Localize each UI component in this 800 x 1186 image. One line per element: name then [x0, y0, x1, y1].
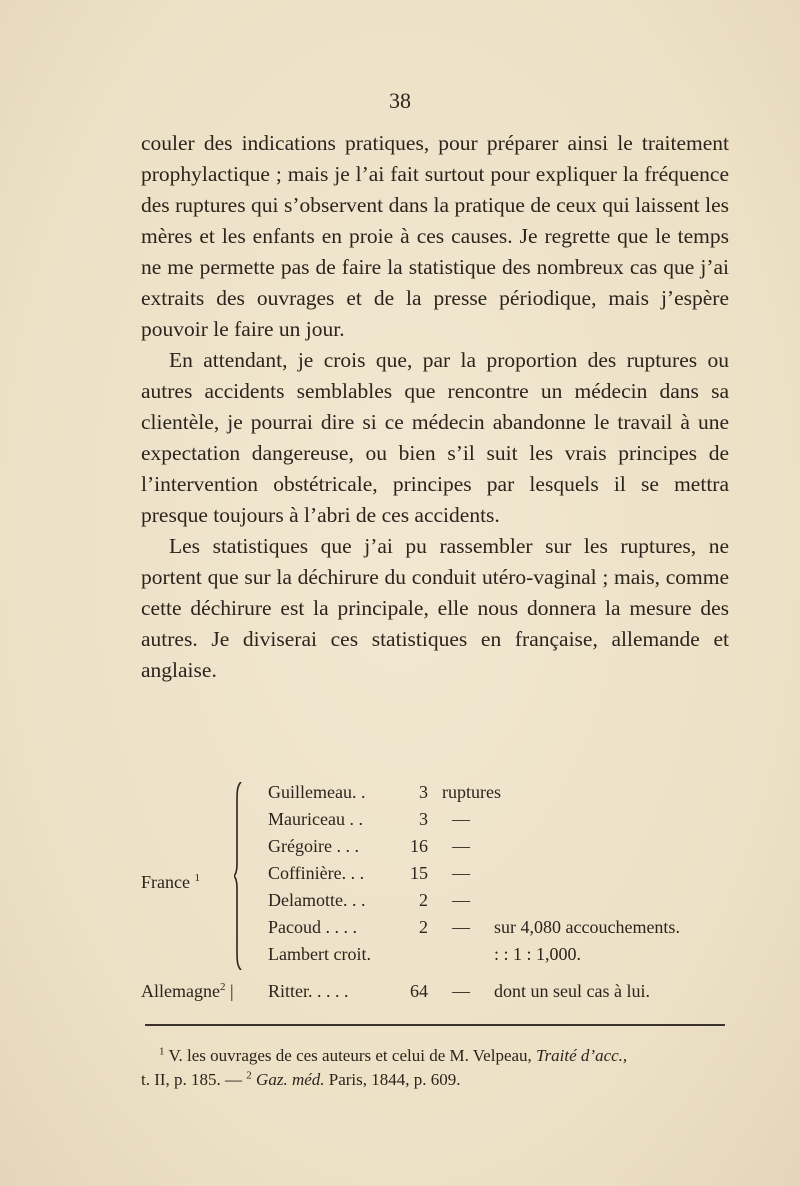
country-label-france: France $^1$ [141, 872, 200, 892]
table-row: Ritter. . . . . [268, 981, 349, 1001]
footnote: $^1$ V. les ouvrages de ces auteurs et celui de M. Velpeau, Traité d’acc., t. II, p. 185. — $^2$ Gaz. méd. Paris, 1844, p. 609. [141, 1045, 628, 1089]
row-count: 64 [410, 981, 428, 1001]
row-note: dont un seul cas à lui. [494, 981, 650, 1001]
brace-icon [234, 782, 242, 970]
country-label-allemagne: Allemagne$^2$ | [141, 981, 234, 1001]
row-unit: — [452, 917, 470, 937]
paragraph-3: Les statistiques que j’ai pu rassembler sur les ruptures, ne portent que sur la déchirure du conduit utéro-vaginal ; mais, comme cette déchirure est la principale, elle nous donnera la mesure des autres. Je diviserai ces statistiques en française, allemande et anglaise. [141, 534, 729, 682]
paragraph-2: En attendant, je crois que, par la proportion des ruptures ou autres accidents semblables que rencontre un médecin dans sa clientèle, je pourrai dire si ce médecin abandonne le travail à une expectation dangereuse, ou bien s’il suit les vrais principes de l’intervention obstétricale, principes par lesquels il se mettra presque toujours à l’abri de ces accidents. [141, 348, 729, 527]
row-unit: — [452, 863, 470, 883]
row-unit: ruptures [442, 782, 501, 802]
row-count: 16 [410, 836, 428, 856]
row-unit: — [452, 836, 470, 856]
row-count: 2 [419, 917, 428, 937]
footnote-divider [145, 1024, 725, 1026]
page-number: 38 [389, 88, 411, 113]
footnote-marker-1: 1 [159, 1045, 165, 1058]
row-note: sur 4,080 accouchements. [494, 917, 680, 937]
row-unit: — [452, 809, 470, 829]
table-row: Pacoud . . . . [268, 917, 357, 937]
row-unit: — [452, 981, 470, 1001]
row-count: 15 [410, 863, 428, 883]
table-row: Mauriceau . . [268, 809, 363, 829]
footnote-marker-2: 2 [246, 1069, 252, 1082]
table-row: Coffinière. . . [268, 863, 365, 883]
table-row: Lambert croit. [268, 944, 371, 964]
row-count: 2 [419, 890, 428, 910]
footnote-ref-1: 1 [194, 872, 200, 884]
body-text [141, 128, 729, 686]
row-unit: — [452, 890, 470, 910]
row-count: 3 [419, 782, 428, 802]
table-row: Delamotte. . . [268, 890, 366, 910]
row-note: : : 1 : 1,000. [494, 944, 582, 964]
rupture-statistics-table [141, 778, 741, 1010]
table-row: Guillemeau. . [268, 782, 366, 802]
row-count: 3 [419, 809, 428, 829]
footnote-ref-2: 2 [219, 981, 226, 993]
paragraph-1: couler des indications pratiques, pour préparer ainsi le traitement prophylactique ; mais je l’ai fait surtout pour expliquer la fréquence des ruptures qui s’observent dans la pratique de ceux qui laissent les mères et les enfants en proie à ces causes. Je regrette que le temps ne me permette pas de faire la statistique des nombreux cas que j’ai extraits des ouvrages et de la presse périodique, mais j’espère pouvoir le faire un jour. [141, 131, 729, 341]
table-row: Grégoire . . . [268, 836, 359, 856]
